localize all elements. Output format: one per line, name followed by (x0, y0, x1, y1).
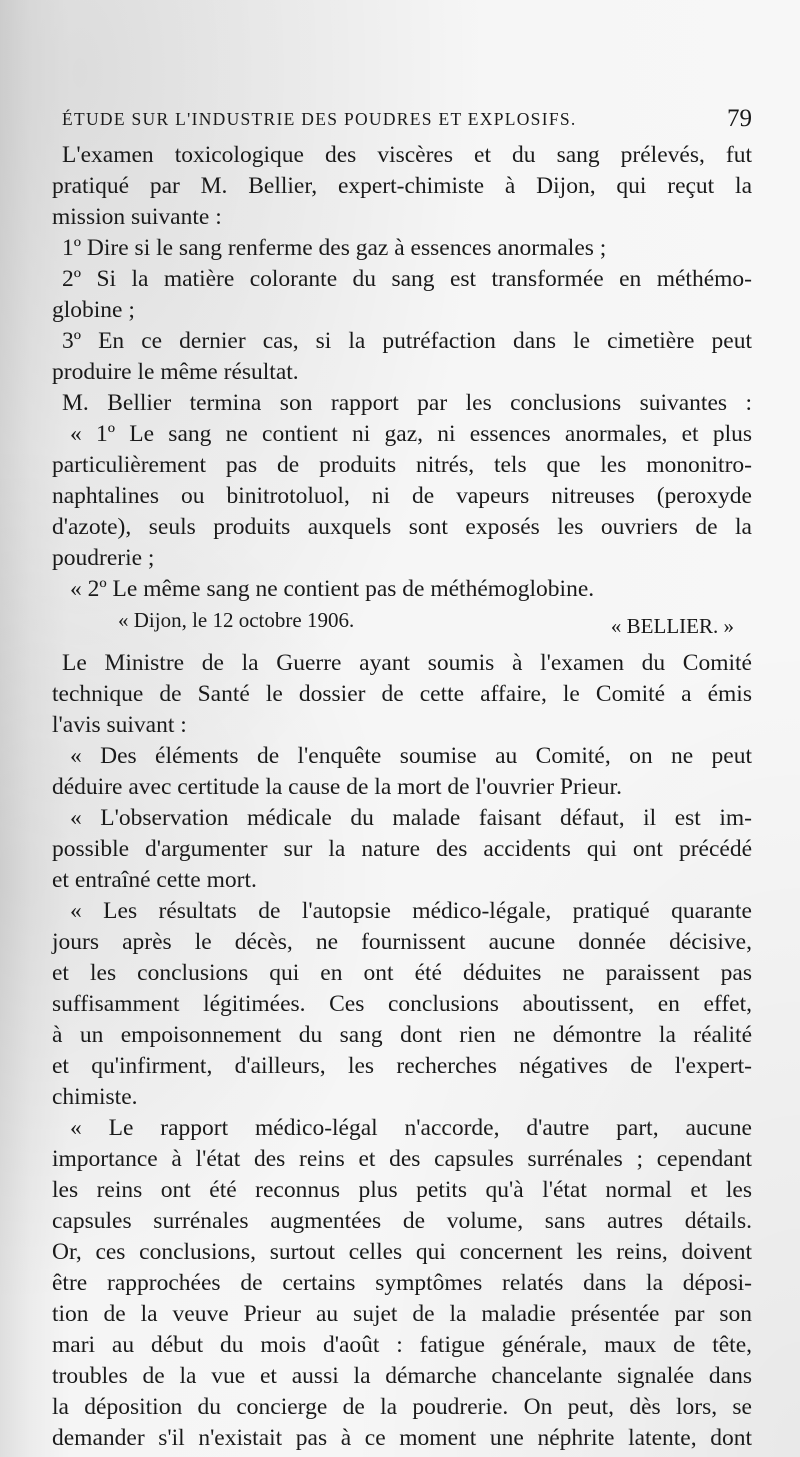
text-line: et les conclusions qui en ont été déduites ne paraissent pas (52, 960, 752, 986)
text-line: pratiqué par M. Bellier, expert-chimiste à Dijon, qui reçut la (52, 173, 752, 199)
page-number: 79 (727, 105, 752, 132)
text-line: et qu'infirment, d'ailleurs, les recherches négatives de l'expert- (52, 1053, 752, 1079)
text-line: être rapprochées de certains symptômes relatés dans la déposi- (52, 1270, 752, 1296)
text-line: déduire avec certitude la cause de la mort de l'ouvrier Prieur. (52, 774, 622, 800)
signature-block (52, 605, 752, 636)
text-line: 3º En ce dernier cas, si la putréfaction dans le cimetière peut (62, 328, 752, 354)
text-line: chimiste. (52, 1084, 138, 1110)
text-line: troubles de la vue et aussi la démarche chancelante signalée dans (52, 1363, 752, 1389)
text-line: Le Ministre de la Guerre ayant soumis à l'examen du Comité (62, 650, 752, 676)
text-line: les reins ont été reconnus plus petits qu'à l'état normal et les (52, 1177, 752, 1203)
text-line: suffisamment légitimées. Ces conclusions aboutissent, en effet, (52, 991, 752, 1017)
text-line: Or, ces conclusions, surtout celles qui concernent les reins, doivent (52, 1239, 752, 1265)
text-line: produire le même résultat. (52, 359, 299, 385)
text-line: « Des éléments de l'enquête soumise au Comité, on ne peut (70, 743, 752, 769)
text-line: jours après le décès, ne fournissent aucune donnée décisive, (52, 929, 752, 955)
text-line: demander s'il n'existait pas à ce moment une néphrite latente, dont (52, 1425, 752, 1451)
signature-place-date: « Dijon, le 12 octobre 1906. (118, 608, 355, 632)
text-line: possible d'argumenter sur la nature des accidents qui ont précédé (52, 836, 752, 862)
text-line: particulièrement pas de produits nitrés, tels que les mononitro- (52, 452, 752, 478)
signature-name: « BELLIER. » (610, 614, 734, 638)
text-line: la déposition du concierge de la poudrerie. On peut, dès lors, se (52, 1394, 752, 1420)
text-line: importance à l'état des reins et des capsules surrénales ; cependant (52, 1146, 752, 1172)
text-line: mari au début du mois d'août : fatigue générale, maux de tête, (52, 1332, 752, 1358)
running-title: ÉTUDE SUR L'INDUSTRIE DES POUDRES ET EXPLOSIFS. (62, 109, 577, 129)
text-line: l'avis suivant : (52, 712, 187, 738)
text-line: naphtalines ou binitrotoluol, ni de vapeurs nitreuses (peroxyde (52, 483, 752, 509)
text-line: capsules surrénales augmentées de volume, sans autres détails. (52, 1208, 752, 1234)
text-line: « Les résultats de l'autopsie médico-légale, pratiqué quarante (70, 898, 752, 924)
text-line: et entraîné cette mort. (52, 867, 257, 893)
text-line: mission suivante : (52, 204, 222, 230)
text-line: « 1º Le sang ne contient ni gaz, ni essences anormales, et plus (70, 421, 752, 447)
text-line: 2º Si la matière colorante du sang est transformée en méthémo- (62, 266, 752, 292)
text-line: « 2º Le même sang ne contient pas de méthémoglobine. (70, 576, 595, 602)
text-line: globine ; (52, 297, 135, 323)
text-line: M. Bellier termina son rapport par les conclusions suivantes : (62, 390, 752, 416)
text-line: technique de Santé le dossier de cette affaire, le Comité a émis (52, 681, 752, 707)
running-header (62, 105, 752, 141)
text-line: L'examen toxicologique des viscères et du sang prélevés, fut (62, 142, 752, 168)
text-line: poudrerie ; (52, 545, 155, 571)
text-line: à un empoisonnement du sang dont rien ne démontre la réalité (52, 1022, 752, 1048)
text-line: d'azote), seuls produits auxquels sont exposés les ouvriers de la (52, 514, 752, 540)
text-line: tion de la veuve Prieur au sujet de la maladie présentée par son (52, 1301, 752, 1327)
text-line: « L'observation médicale du malade faisant défaut, il est im- (70, 805, 752, 831)
text-line: 1º Dire si le sang renferme des gaz à essences anormales ; (62, 235, 607, 261)
page-body (52, 140, 752, 1454)
text-line: « Le rapport médico-légal n'accorde, d'autre part, aucune (70, 1115, 752, 1141)
